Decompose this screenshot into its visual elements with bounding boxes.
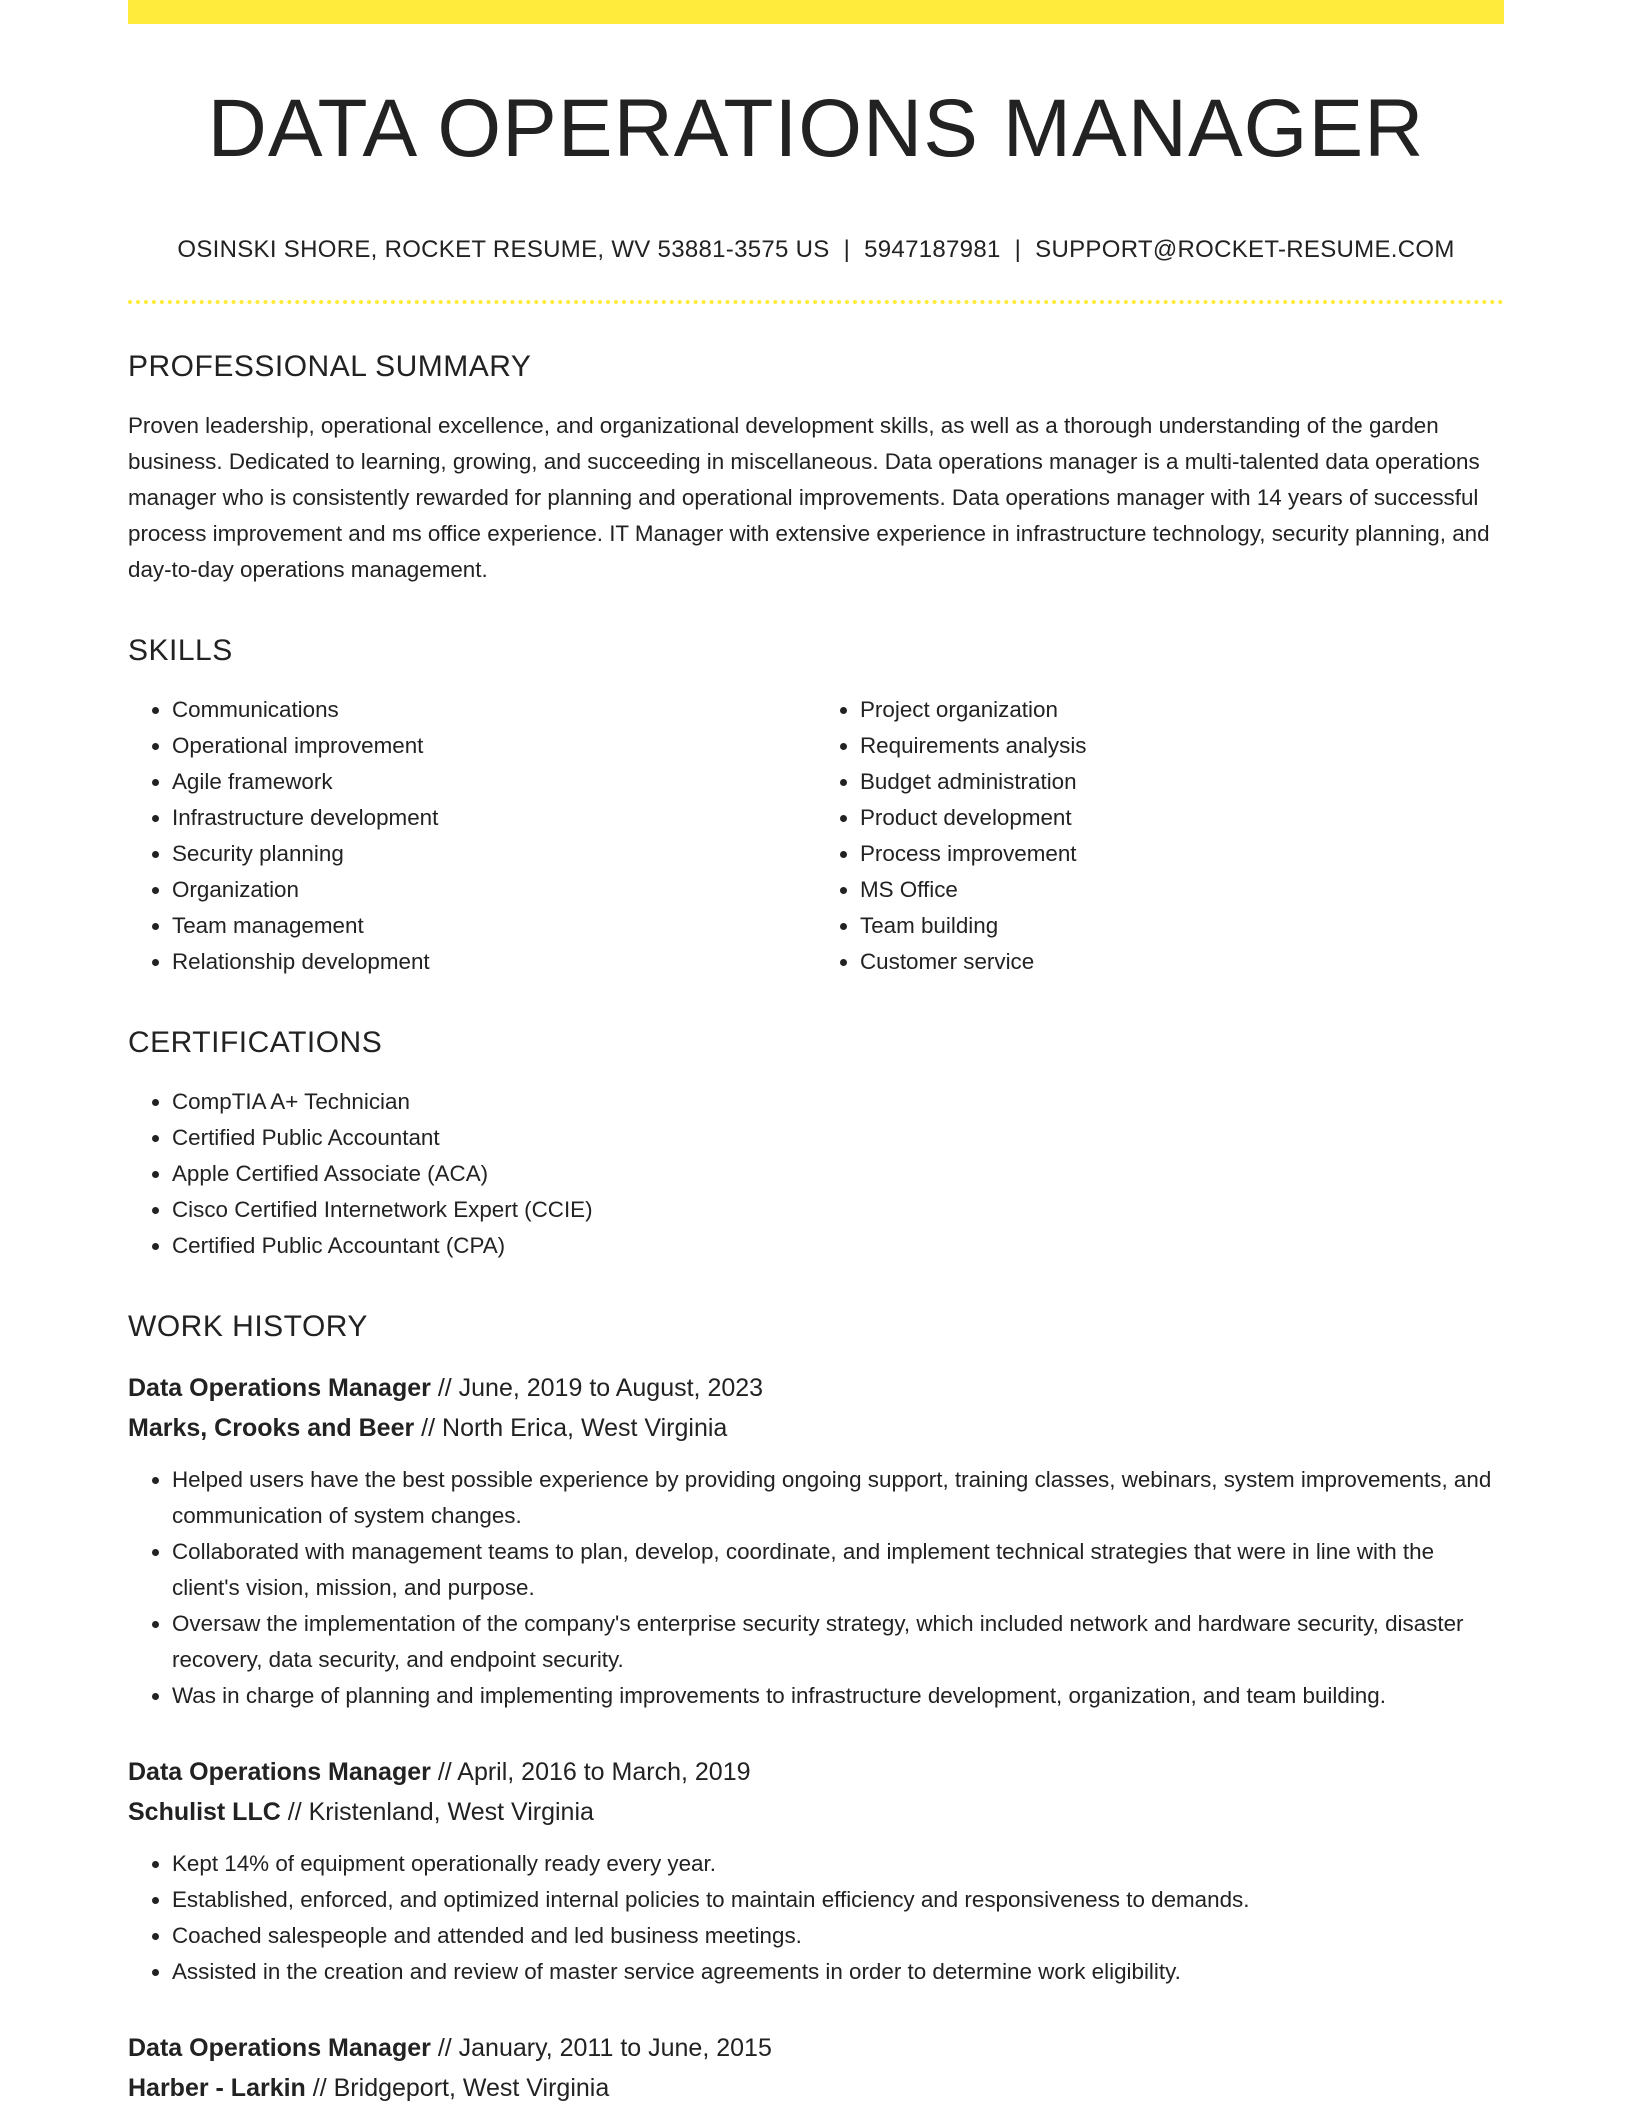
job-bullet: • Helped users have the best possible experience by providing ongoing support, training classes, webinars, system improvements, and communication of system changes.	[172, 1462, 1504, 1534]
job-company-line	[128, 2068, 1504, 2108]
contact-line	[128, 236, 1504, 264]
job-company: Harber - Larkin	[128, 2074, 306, 2103]
skill-item: • Communications	[172, 692, 816, 728]
job-role-line	[128, 2028, 1504, 2068]
skills-column-left	[128, 692, 816, 980]
skill-item: • Budget administration	[860, 764, 1504, 800]
job-dates: // January, 2011 to June, 2015	[437, 2034, 772, 2063]
skill-item: • Team building	[860, 908, 1504, 944]
skills-heading: SKILLS	[128, 634, 233, 668]
work-history-heading: WORK HISTORY	[128, 1310, 368, 1344]
job-location: // Kristenland, West Virginia	[287, 1798, 594, 1827]
accent-bar	[128, 0, 1504, 24]
job-company-line	[128, 1792, 1504, 1832]
dotted-divider	[128, 300, 1504, 304]
skills-list-left	[128, 692, 816, 980]
skill-item: • Team management	[172, 908, 816, 944]
job-bullets	[128, 1846, 1504, 1990]
job-role-line	[128, 1752, 1504, 1792]
certification-item: • Certified Public Accountant (CPA)	[172, 1228, 1504, 1264]
certification-item: • Certified Public Accountant	[172, 1120, 1504, 1156]
skill-item: • Process improvement	[860, 836, 1504, 872]
skills-grid	[128, 692, 1504, 980]
job-company: Schulist LLC	[128, 1798, 281, 1827]
skill-item: • MS Office	[860, 872, 1504, 908]
work-history-section	[128, 1310, 1504, 2108]
skills-section	[128, 634, 1504, 980]
job-bullet: • Was in charge of planning and implementing improvements to infrastructure development, organization, and team building.	[172, 1678, 1504, 1714]
skill-item: • Product development	[860, 800, 1504, 836]
skill-item: • Project organization	[860, 692, 1504, 728]
job-entry	[128, 1368, 1504, 1714]
contact-separator: |	[1014, 236, 1022, 264]
certifications-heading: CERTIFICATIONS	[128, 1026, 383, 1060]
certifications-list	[128, 1084, 1504, 1264]
skill-item: • Requirements analysis	[860, 728, 1504, 764]
resume-page	[128, 0, 1504, 2108]
job-entry	[128, 1752, 1504, 1990]
skills-list-right	[816, 692, 1504, 980]
skill-item: • Customer service	[860, 944, 1504, 980]
job-dates: // April, 2016 to March, 2019	[437, 1758, 751, 1787]
job-role: Data Operations Manager	[128, 1374, 431, 1403]
job-entry	[128, 2028, 1504, 2108]
job-bullets	[128, 1462, 1504, 1714]
job-role-line	[128, 1368, 1504, 1408]
resume-title: DATA OPERATIONS MANAGER	[207, 83, 1425, 174]
job-role: Data Operations Manager	[128, 1758, 431, 1787]
skill-item: • Infrastructure development	[172, 800, 816, 836]
contact-separator: |	[843, 236, 851, 264]
job-company: Marks, Crooks and Beer	[128, 1414, 415, 1443]
job-bullet: • Kept 14% of equipment operationally ready every year.	[172, 1846, 1504, 1882]
job-bullet: • Coached salespeople and attended and led business meetings.	[172, 1918, 1504, 1954]
job-bullet: • Established, enforced, and optimized internal policies to maintain efficiency and responsiveness to demands.	[172, 1882, 1504, 1918]
job-role: Data Operations Manager	[128, 2034, 431, 2063]
summary-text: Proven leadership, operational excellence, and organizational development skills, as well as a thorough understanding of the garden business. Dedicated to learning, growing, and succeeding in miscellaneous. Data operations manager is a multi-talented data operations manager who is consistently rewarded for planning and operational improvements. Data operations manager with 14 years of successful process improvement and ms office experience. IT Manager with extensive experience in infrastructure technology, security planning, and day-to-day operations management.	[128, 413, 1490, 583]
contact-phone[interactable]: 5947187981	[864, 236, 1001, 264]
certification-item: • Cisco Certified Internetwork Expert (CCIE)	[172, 1192, 1504, 1228]
job-location: // North Erica, West Virginia	[421, 1414, 728, 1443]
certification-item: • CompTIA A+ Technician	[172, 1084, 1504, 1120]
job-bullet: • Collaborated with management teams to plan, develop, coordinate, and implement technical strategies that were in line with the client's vision, mission, and purpose.	[172, 1534, 1504, 1606]
skill-item: • Agile framework	[172, 764, 816, 800]
skill-item: • Operational improvement	[172, 728, 816, 764]
job-location: // Bridgeport, West Virginia	[312, 2074, 610, 2103]
summary-section	[128, 350, 1504, 588]
skills-column-right	[816, 692, 1504, 980]
certifications-section	[128, 1026, 1504, 1264]
skill-item: • Organization	[172, 872, 816, 908]
job-dates: // June, 2019 to August, 2023	[437, 1374, 764, 1403]
contact-address: OSINSKI SHORE, ROCKET RESUME, WV 53881-3575 US	[177, 236, 830, 264]
contact-email[interactable]: SUPPORT@ROCKET-RESUME.COM	[1035, 236, 1455, 264]
job-bullet: • Oversaw the implementation of the company's enterprise security strategy, which included network and hardware security, disaster recovery, data security, and endpoint security.	[172, 1606, 1504, 1678]
job-company-line	[128, 1408, 1504, 1448]
certification-item: • Apple Certified Associate (ACA)	[172, 1156, 1504, 1192]
skill-item: • Security planning	[172, 836, 816, 872]
skill-item: • Relationship development	[172, 944, 816, 980]
job-bullet: • Assisted in the creation and review of master service agreements in order to determine work eligibility.	[172, 1954, 1504, 1990]
summary-heading: PROFESSIONAL SUMMARY	[128, 350, 532, 384]
